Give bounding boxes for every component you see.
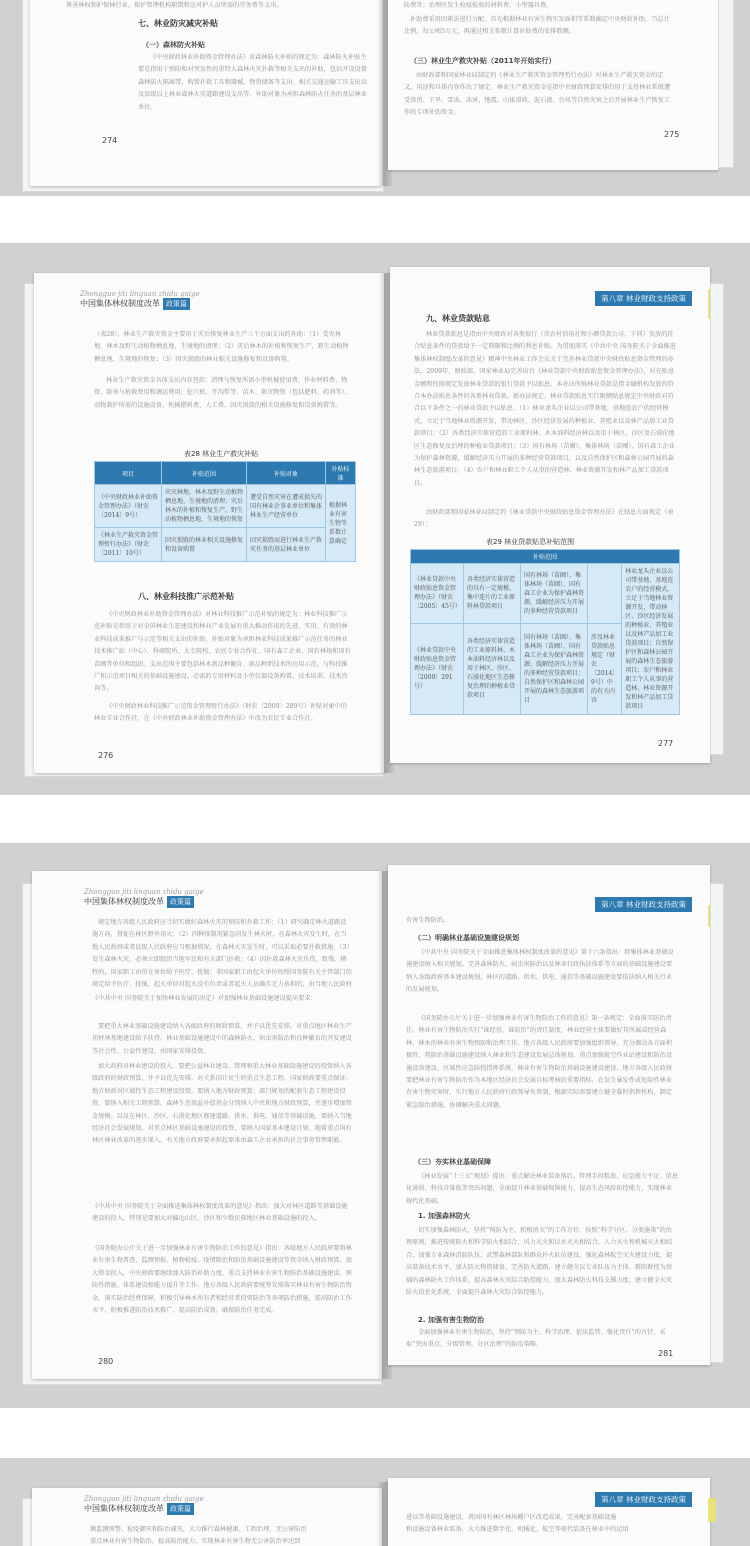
table-cell: 《林业贷款中央财政贴息资金管理办法》（财农〔2009〕291号） bbox=[411, 623, 464, 714]
table-header-row bbox=[95, 462, 356, 485]
book-photo-2 bbox=[0, 243, 750, 795]
book-title: 中国集体林权制度改革 bbox=[80, 299, 160, 308]
body-text: 进以等基础设施建设，巩固国有林区林场棚户区改造成果，完善配套基础设施 bbox=[406, 1514, 617, 1521]
part-badge: 政策篇 bbox=[163, 298, 190, 310]
table-cell: 《林业贷款中央财政贴息资金管理办法》（财农〔2005〕45号） bbox=[411, 564, 464, 624]
table-cell: 因灾损毁的林业相关设施修复和设备购置 bbox=[162, 528, 247, 562]
body-text: 由财政部和国家林业局制定的《林业生产救灾资金管理暂行办法》对林业生产救灾资金的定义、用途和具体内容作出了规定。林业生产救灾资金是指中央财政预算安排的用于支持林业系统遭受洪涝、干旱、雪冻、冻害、地震、山体滑坡、泥石流、台风等自然灾害之后开展林业生产恢复工作的专项补助资金。 bbox=[404, 72, 671, 117]
part-badge: 政策篇 bbox=[167, 896, 194, 908]
body-text: 由财政部和国家林业局制定的《林业贷款中央财政贴息资金管理办法》在贴息方面规定（表29）： bbox=[414, 509, 674, 529]
body-text: 要把重大林业基础设施建设纳入各级政府的财政预算，并予以优先安排。对重点地区林业生产用材林基地建设给予扶持，林业基础设施建设中的森林防火、病虫害防治和良种繁育的开发建设等社会性、公益性建设，由国家安排投资。 bbox=[92, 1023, 352, 1055]
table-header-cell: 项目 bbox=[95, 462, 162, 485]
data-table bbox=[94, 461, 356, 562]
right-page bbox=[390, 267, 710, 763]
table-cell bbox=[588, 564, 622, 624]
page-stack-right bbox=[710, 283, 724, 755]
table-row bbox=[95, 528, 356, 562]
bookmark-ribbon bbox=[708, 1498, 716, 1522]
bullet-text: 补助费采用因素法进行分配。首先根据林业有害生物实发面积等系数确定中央财政补助，当总计比例，每公顷5万元，再通过相关参数计算补助费的安排数额。 bbox=[404, 16, 670, 36]
table-caption: 表29 林业贷款贴息补贴范围 bbox=[486, 538, 575, 546]
body-text: 《中央财政林业补助资金管理办法》对林业科技推广示范补贴的规定为：林业科技推广示范补贴是指用于对全国林业生态建设和林业产业发展有重大推动作用的先进、实用、有效的林业科技成果推广与示范等相关支出的补助，补贴对象为承担林业科技成果推广示范任务的林业技术推广站（中心）、科研院所、大专院校、农民专业合作社、国有森工企业、国有林场和国有苗圃等单位和组织。支出范围主要包括林木新品种繁育、新品种新技术的应用示范、与科技推广和示范项目相关的基础设施建设、必需的专用材料及小型仪器设备购置、技术培训、技术咨询等。 bbox=[94, 611, 351, 693]
table-header-cell: 补贴范围 bbox=[162, 462, 247, 485]
table-header-row bbox=[411, 550, 680, 564]
table-header-cell: 补贴对象 bbox=[247, 462, 326, 485]
left-page bbox=[30, 0, 382, 186]
table-cell: 根据林业有害生物等系数计算确定 bbox=[326, 485, 356, 562]
page-number: 280 bbox=[98, 1357, 114, 1366]
table-row bbox=[95, 485, 356, 528]
subsection-heading: 2. 加强有害生物防治 bbox=[418, 1316, 484, 1324]
body-text: 防费等；治理区发生检疫检验的材料费、小型器具费。 bbox=[404, 2, 553, 9]
body-text: 《中央财政林业补助资金管理办法》对森林防火补贴的规定为：森林防火补贴主要是指用于预防和对突发性的重特大森林火灾扑救等相关支出的补助，包括开设设置森林防火隔离带、购置扑救工具和器械、物资储备等支出。相关交通运输工具支出以及县级以上林业森林火灾道路建设支出等。补助对象为承担森林防火任务的基层林业单位。 bbox=[138, 54, 367, 111]
body-text: 界善林权和护保林行业，保护管理机构职期和应对护人员所需的劳务费等支出。 bbox=[66, 2, 283, 9]
page-stack-right bbox=[710, 883, 724, 1363]
book-photo-4 bbox=[0, 1458, 750, 1546]
subsection-heading: 1. 加强森林防火 bbox=[418, 1212, 470, 1220]
body-text: 加大政府对林业建设的投入。要把公益林业建设、管理和重大林业基础设施建设的投资纳入各级政府的财政预算，并予以优先安排。对关系国计民生的重点生态工程，国家财政要重点保证；地方财政对区域性生态工程建设投资，要纳入地方财政预算；部门规划的配套生态工程建设投资，要纳入相关工程预算。森林生态效益补偿基金分别纳入中央和地方财政预算，并逐步增加资金规模。以及在林区、沙区、石漠化地区修建道路、供水、供电、通信等基础设施，要纳入当地经济社会发展规划。对重点林区基础设施建设的投资，要纳入国家基本建设计划。随着重点国有林区林业改革的逐步深入，有关地方政府要承担起原来由森工企业承担的社会事务管理职能。 bbox=[92, 1063, 352, 1145]
chapter-header: 第八章 林业财政支持政策 bbox=[595, 291, 692, 306]
left-page bbox=[32, 871, 382, 1379]
page-stack-right bbox=[718, 0, 734, 168]
page-number: 277 bbox=[658, 739, 674, 748]
subsection-heading: （一）森林防火补贴 bbox=[142, 41, 205, 49]
page-number: 276 bbox=[98, 751, 114, 760]
chapter-header: 第八章 林业财政支持政策 bbox=[595, 897, 692, 912]
page-number: 274 bbox=[102, 136, 118, 145]
body-text: 《林业发展“十三五”规划》提出：重点解决林业装备落后，管理手段粗放，应急能力不足、信息化薄弱、科技含量低等突出问题，全面提升林业基础保障能力，提高生态风险防控能力，实现林业现代化基础。 bbox=[406, 1173, 678, 1205]
body-text: 《中共中央 国务院关于加快林业发展的决定》对加强林业基础设施建设提出要求： bbox=[92, 995, 317, 1002]
body-text: 和设施设备林业装备，大力推进数字化、机械化、航空等现代装备在林业中的运用 bbox=[406, 1526, 629, 1533]
table-caption: 表28 林业生产救灾补贴 bbox=[184, 450, 259, 458]
body-text: 《中共中央 国务院关于全面推进集体林权制度改革的意见》第十六条指出：将集体林业基础设施建设纳入相关规划。完善森林防火、病虫害防治以及林业行政执法体系等方面的基础设施建设要纳入各级政府基本建设规划。林区的道路、供水、供电、通信等基础设施建设要依法纳入相关行业的发展规划。 bbox=[406, 949, 674, 994]
right-page bbox=[388, 865, 710, 1365]
table-header-cell: 补贴标准 bbox=[326, 462, 356, 485]
subsection-heading: （二）明确林业基础设施建设规划 bbox=[414, 934, 519, 942]
section-heading: 八、林业科技推广示范补贴 bbox=[138, 592, 234, 601]
body-text: 《国务院办公厅关于进一步加强林业有害生物防治工作的意见》指出：各级地方人民政府要将林业有害生物普查、监测预报、植物检疫、疫情除治和防治基础设施建设等资金纳入财政预算。加大资金投入，中央财政要继续加大防治补助力度，重点支持林业有害生物防治基础设施建设、预防性措施、体系建设和能力提升等工作。地方各级人民政府要统筹安排落实林业有害生物防治资金，落实防治经费保障，积极引导林木所有者和经营者投资防治等各项防治措施，提高防治工作水平，积极推进防治技术推广，提高防治成效，确保防治任务完成。 bbox=[92, 1245, 352, 1315]
body-text: 《中共中央 国务院关于全面推进集体林权制度改革的意见》指出：加大对林区道路等基础设施建设的投入，特别是要加大对偏远山区、沙区和少数民族地区林业基础设施的投入。 bbox=[92, 1203, 348, 1223]
body-text: 重点林业有害生物防治，提高防治能力，实现林业有害生物无公害防治率达到 bbox=[90, 1538, 301, 1545]
page-number: 281 bbox=[658, 1349, 674, 1358]
body-text: 林业生产救灾资金具体支出内容包括：清理与恢复所需小型机械使用费、作业材料费、物资、除害与抢救费用和调运费用、挖穴机、开沟犁等、苗木、救灾物资（包括肥料、药剂等）、动物救护所需的设施设备、机械燃料费、人工费、因灾损毁的相关设施修复和设备购置等。 bbox=[94, 377, 351, 409]
subsection-heading: （三）夯实林业基础保障 bbox=[414, 1158, 491, 1166]
book-photo-3 bbox=[0, 843, 750, 1408]
right-page bbox=[388, 1478, 710, 1546]
running-head-script: Zhongguo jiti linquan zhidu gaige bbox=[80, 290, 200, 298]
body-text: 有害生物防治。 bbox=[406, 917, 450, 924]
body-text: （表28）。林业生产救灾资金主要用于灾后恢复林业生产三个方面支出的补助：（1）受灾林地、林木及野生动植物栖息地、生境地的清理；（2）灾后林木的补植和恢复生产，野生动植物栖息地、生境地的恢复；（3）因灾损毁的林业相关设施修复和设备购置。 bbox=[94, 331, 349, 363]
body-text: 林业贷款贴息是指由中央财政对各类银行（含农村信用社和小额贷款公司，下同）发放的符合贴息条件的贷款给予一定期限和比例的利息补贴。为贯彻落实《中共中央 国务院关于全面推进集体林权制度改革的意见》精神中央林业工作会议关于完善林业贷款中央财政贴息资金管理的办法，2009年，财政部、国家林业局完善出台《林业贷款中央财政贴息资金管理办法》，对在贴息金额和按照规定发放林业贷款的银行贷款予以贴息。本办法所称林业贷款是指金融机构发放的符合本办法贴息条件的各类林业贷款。新办法规定，林业贷款贴息实行限额贴息规定中央财政对符合以下条件之一的林业贷款予以贴息：（1）林业龙头企业以公司带基地、基地连农户的经营模式，立足于当地林业资源开发，带动林区、沙区经济发展的种植业、养殖业以及林产品加工业贷款项目；（2）各类经济实体营造的工业原料林、木本油料经济林以及用于林区、沙区及石漠化地区生态修复及治理的种植业贷款项目；（3）国有林场（苗圃）、集体林场（苗圃）、国有森工企业为保护森林资源，缓解经济压力开展的多种经营贷款项目，以及自然保护区和森林公园开展的森林生态旅游项目。（4）农户和林业职工个人从事的营造林、林业资源开发和林产品加工贷款项目。 bbox=[414, 331, 676, 487]
table-header-cell: 补贴范围 bbox=[411, 550, 680, 564]
data-table bbox=[410, 549, 680, 715]
section-heading: 七、林业防灾减灾补贴 bbox=[138, 19, 218, 28]
table-cell: 国有林场（苗圃）、集体林场（苗圃）、国有森工企业为保护森林资源、缓解经济压力开展的多种经营贷款项目；自然保护区和森林公园开展的森林生态旅游项目 bbox=[521, 623, 588, 714]
part-badge: 政策篇 bbox=[167, 1503, 194, 1515]
table-cell: 因灾损毁而进行林业生产救灾任务的基层林业单位 bbox=[247, 528, 326, 562]
table-cell: 涉及林业贷款贴息规定（财农〔2014〕9号）中的有关内容 bbox=[588, 623, 622, 714]
running-head bbox=[84, 887, 204, 908]
right-page bbox=[388, 0, 718, 170]
body-text: 规定地方各级人民政府应当切实做好森林火灾的预防和扑救工作：（1）研究确定林火道路设施方向，督促在林区野外用火；（2）四种体制况紧急同发生林火时，在森林火灾发生时，在当地人民政府或者县级人民政府应当根据情况，在森林火灾发生时，可以采取必要扑救措施；（3）发生森林火灾，必须立即组织当地军民和有关部门扑救；（4）因扑救森林火灾负伤、致残、牺牲的，国家职工由所在单位给予医疗、抚恤；非国家职工由起火单位按照国务院有关主管部门的规定给予医疗、抚恤，起火单位对起火没有负责或者起火人员确实无力承担的，由当地人民政府 bbox=[92, 919, 352, 989]
running-head bbox=[80, 289, 200, 310]
table-cell: 灾灾林地、林木及野生动植物栖息地、生境地的清理；灾后林木的补植和恢复生产，野生动植物栖息地、生境地的恢复 bbox=[162, 485, 247, 528]
body-text: 《国务院办公厅关于进一步加强林业有害生物防治工作的意见》第一条规定：全面落实防治责任。林业有害生物防治实行“谁经营、谁防治”的责任制度，林业经营主体要做好其所属或经营森林、林木的林业有害生物预防和治理工作。地方各级人民政府要加强组织领导，充分调动各方面积极性，将防治基础设施建设纳入林业和生态建设发展总体规划。重点加强航空作业站建设和防治设施设备建设，区域性应急防控指挥系统、林业有害生物防治基础设施建设建设，地方各级人民政府要把林业有害生物防治作为本地区经济社会发展目标考核的重要指标。在发生暴发性或危险性林业有害生物灾害时，实行地方人民政府行政领导负责制，根据实际需要建立健全临时指挥机构，制定紧急除治措施，协调解决重大问题。 bbox=[406, 1015, 673, 1109]
subsection-heading: （三）林业生产救灾补贴（2011年开始实行） bbox=[410, 57, 556, 65]
table-cell: 各类经济实体营造的具有一定规模、集中连片的工业原料林贷款项目 bbox=[464, 564, 521, 624]
page-number: 275 bbox=[664, 130, 680, 139]
left-page bbox=[34, 273, 384, 773]
left-page bbox=[32, 1488, 382, 1546]
running-head bbox=[84, 1494, 204, 1515]
book-title: 中国集体林权制度改革 bbox=[84, 897, 164, 906]
table-cell: 国有林场（苗圃）、集体林场（苗圃）、国有森工企业为保护森林资源，缓解经济压力开展的多种经营贷款项目 bbox=[521, 564, 588, 624]
table-row bbox=[411, 564, 680, 624]
table-cell: 各类经济实体营造的工业原料林、木本油料经济林以及用于林区、沙区、石漠化地区生态修复治理的种植业贷款项目 bbox=[464, 623, 521, 714]
table-cell: 林业龙头企业以公司带基地、基地连农户的经营模式，立足于当地林业资源开发，带动林区、沙区经济发展的种植业、养殖业以及林产品加工业贷款项目；自然保护区和森林公园开展的森林生态旅游项目；农户和林业职工个人从事的营造林、林业资源开发和林产品加工贷款项目 bbox=[622, 564, 680, 715]
section-heading: 九、林业贷款贴息 bbox=[426, 314, 490, 323]
book-photo-1 bbox=[0, 0, 750, 196]
book-title: 中国集体林权制度改革 bbox=[84, 1504, 164, 1513]
body-text: 测监测预警、检疫御灾和防治减灾，大力推行森林健康、工程治理，无公害防治 bbox=[90, 1526, 307, 1533]
body-text: 切实加强森林防火，坚持“预防为主、积极消灭”的工作方针，按照“科学分区、分类施策”的治理原则，推进传统防火和科学防火相结合，风力灭火和以水灭火相结合，人力灭火和机械灭火相结合，加强专业森林消防队伍、武警森林部队和群众扑火队伍建设，强化森林航空灭火建设力度，提高装备技术水平，加大防火物资储备，完善防火道路，建立健全以专业队伍为主体、群防群控为基础的森林防火工作体系，提高森林火灾综合防控能力，加大森林防火科技支撑力度，建立健全火灾防火信息化系统，全面提升森林火灾综合防控能力。 bbox=[406, 1227, 673, 1297]
table-cell: 《中央财政林业补助资金管理办法》（财农〔2014〕9号） bbox=[95, 485, 162, 528]
table-cell: 《林业生产救灾资金管理暂行办法》（财农〔2011〕10号） bbox=[95, 528, 162, 562]
running-head-script: Zhongguo jiti linquan zhidu gaige bbox=[84, 888, 204, 896]
chapter-header: 第八章 林业财政支持政策 bbox=[595, 1492, 692, 1507]
body-text: 全面加强林业有害生物防治，坚持“预防为主、科学治理、依法监管、强化责任”的方针，采取“突出重点、分级管理、分区治理”的防治策略。 bbox=[406, 1329, 666, 1349]
body-text: 《中央财政林业科技推广示范资金管理暂行办法》（财农〔2009〕289号）补贴对象中的林业专业合作社，在《中央财政林业补助资金管理办法》中改为农民专业合作社。 bbox=[94, 703, 348, 723]
table-cell: 遭受自然灾害在遭成损失的国有林业企事业单位和集体林业生产经营单位 bbox=[247, 485, 326, 528]
running-head-script: Zhongguo jiti linquan zhidu gaige bbox=[84, 1495, 204, 1503]
